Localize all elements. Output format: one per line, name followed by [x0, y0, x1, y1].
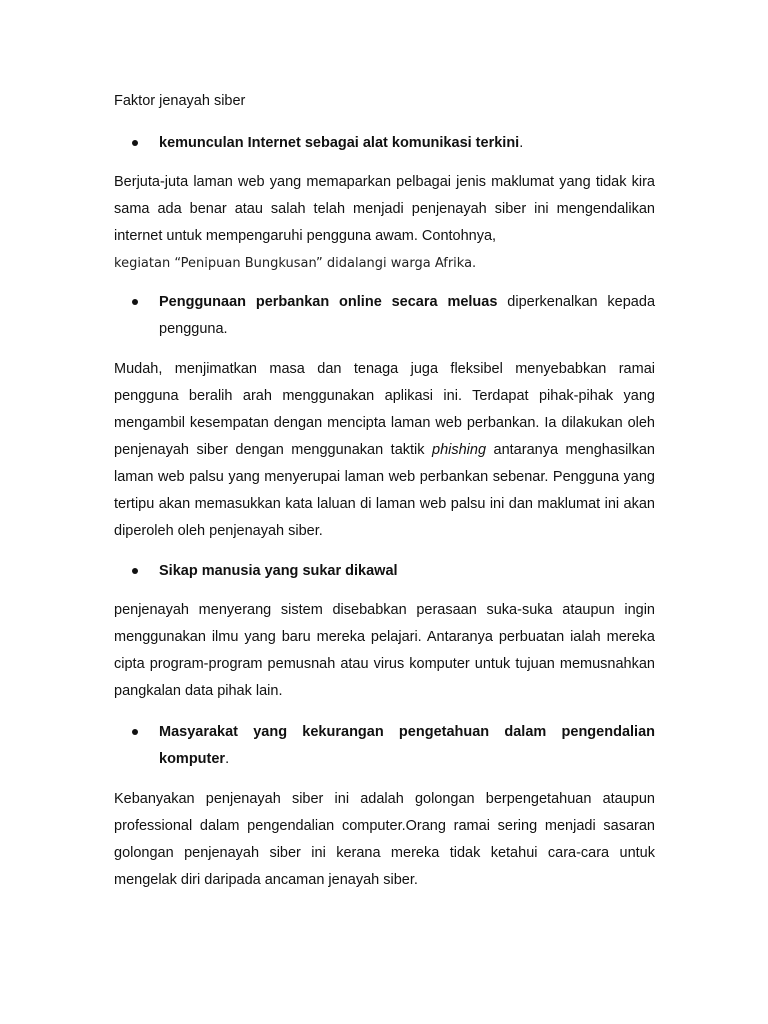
- bullet-rest-text: .: [225, 751, 230, 767]
- paragraph-3: penjenayah menyerang sistem disebabkan perasaan suka-suka ataupun ingin menggunakan ilmu yang baru mereka pelajari. Antaranya perbuatan ialah mereka cipta program-program pemusnah atau virus komputer untuk tujuan memusnahkan pangkalan data pihak lain.: [114, 602, 655, 699]
- italic-term: phishing: [432, 442, 487, 458]
- bullet-bold-text: Sikap manusia yang sukar dikawal: [159, 563, 398, 579]
- paragraph-2: [114, 356, 655, 545]
- bullet-text: [159, 719, 655, 773]
- bullet-text: [159, 558, 655, 585]
- bullet-dot-icon: [132, 299, 138, 305]
- bullet-dot-icon: [132, 140, 138, 146]
- bullet-rest-text: diperkenalkan kepada pengguna.: [159, 294, 656, 337]
- paragraph-1: [114, 169, 655, 277]
- document-title: Faktor jenayah siber: [114, 93, 246, 109]
- bullet-rest-text: .: [519, 135, 524, 151]
- paragraph-text-continued: kegiatan “Penipuan Bungkusan” didalangi warga Afrika.: [114, 256, 477, 271]
- bullet-dot-icon: [132, 729, 138, 735]
- paragraph-text-continued: antaranya menghasilkan laman web palsu yang menyerupai laman web perbankan sebenar. Pengguna yang tertipu akan memasukkan kata laluan di laman web palsu ini dan maklumat ini akan diperoleh oleh penjenayah siber.: [114, 442, 655, 539]
- paragraph-4: Kebanyakan penjenayah siber ini adalah golongan berpengetahuan ataupun professional dalam pengendalian computer.Orang ramai sering menjadi sasaran golongan penjenayah siber ini kerana mereka tidak ketahui cara-cara untuk mengelak diri daripada ancaman jenayah siber.: [114, 791, 655, 888]
- bullet-text: [159, 289, 655, 343]
- bullet-bold-text: Penggunaan perbankan online secara meluas: [159, 294, 498, 310]
- bullet-text: [159, 130, 655, 157]
- bullet-bold-text: Masyarakat yang kekurangan pengetahuan dalam pengendalian komputer: [159, 724, 655, 767]
- paragraph-text: Mudah, menjimatkan masa dan tenaga juga fleksibel menyebabkan ramai pengguna beralih arah menggunakan aplikasi ini. Terdapat pihak-pihak yang mengambil kesempatan dengan mencipta laman web perbankan. Ia dilakukan oleh penjenayah siber dengan menggunakan taktik: [114, 361, 655, 458]
- bullet-bold-text: kemunculan Internet sebagai alat komunikasi terkini: [159, 135, 520, 151]
- bullet-dot-icon: [132, 568, 138, 574]
- paragraph-text: Berjuta-juta laman web yang memaparkan pelbagai jenis maklumat yang tidak kira sama ada benar atau salah telah menjadi penjenayah siber ini mengendalikan internet untuk mempengaruhi pengguna awam. Contohnya,: [114, 174, 655, 244]
